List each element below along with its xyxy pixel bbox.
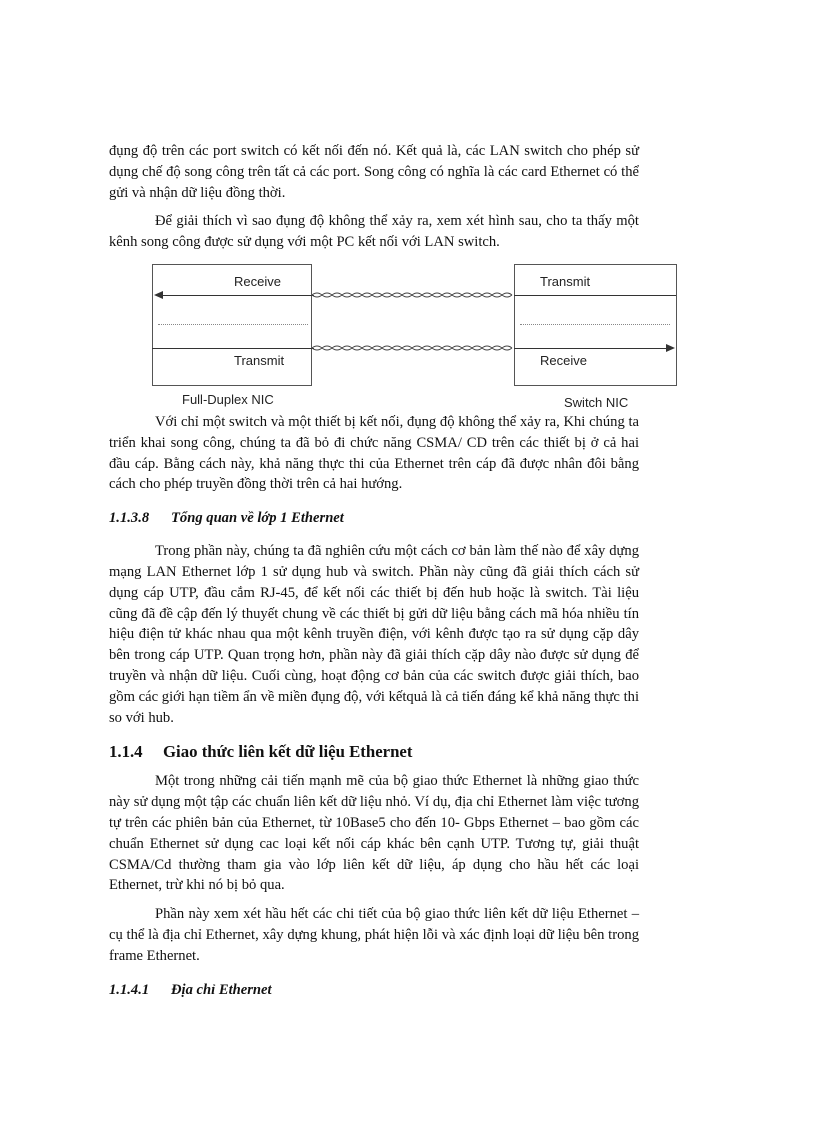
transmit-line-right [514, 295, 676, 296]
bottom-twisted-pair [312, 344, 517, 352]
receive-line-right [514, 348, 667, 349]
paragraph-datalink-details: Phần này xem xét hầu hết các chi tiết của bộ giao thức liên kết dữ liệu Ethernet – cụ thể là địa chỉ Ethernet, xây dựng khung, phát hiện lỗi và xác định loại dữ liệu bên trong frame Ethernet. [109, 906, 639, 964]
heading-1-1-4-1 [109, 980, 639, 1000]
caption-switch-nic: Switch NIC [564, 394, 629, 410]
paragraph-collision-intro: đụng độ trên các port switch có kết nối đến nó. Kết quả là, các LAN switch cho phép sử dụng chế độ song công trên tất cả các port. Song công có nghĩa là các card Ethernet có thể gửi và nhận dữ liệu đồng thời. [109, 143, 639, 201]
label-right-receive: Receive [540, 352, 587, 368]
heading-title: Tổng quan về lớp 1 Ethernet [171, 510, 344, 527]
label-left-transmit: Transmit [234, 352, 285, 368]
caption-full-duplex-nic: Full-Duplex NIC [182, 391, 274, 407]
label-left-receive: Receive [234, 273, 281, 289]
heading-1-1-4 [109, 741, 639, 763]
paragraph-full-duplex-explained: Với chỉ một switch và một thiết bị kết nối, đụng độ không thể xảy ra, Khi chúng ta triển khai song công, chúng ta đã bỏ đi chức năng CSMA/ CD trên các thiết bị ở cả hai đầu cáp. Bằng cách này, khả năng thực thi của Ethernet trên cáp đã được nhân đôi bằng cách cho phép truyền đồng thời trên cả hai hướng. [109, 413, 639, 493]
receive-arrow-icon [154, 291, 163, 299]
right-separator [520, 324, 670, 325]
full-duplex-figure [152, 264, 684, 412]
switch-nic-box [514, 264, 677, 386]
heading-number: 1.1.4.1 [109, 981, 150, 998]
paragraph-datalink-intro: Một trong những cải tiến mạnh mẽ của bộ giao thức Ethernet là những giao thức này sử dụng một tập các chuẩn liên kết dữ liệu nhỏ. Ví dụ, địa chỉ Ethernet làm việc tương tự trên các phiên bản của Ethernet, từ 10Base5 cho đến 10- Gbps Ethernet – bao gồm các chuẩn Ethernet sử dụng cac loại kết nối cáp khác bên cạnh UTP. Tương tự, giải thuật CSMA/Cd thường tham gia vào lớp liên kết dữ liệu, áp dụng cho hầu hết các loại Ethernet, trừ khi nó bị bỏ qua. [109, 773, 639, 894]
label-right-transmit: Transmit [540, 273, 591, 289]
top-twisted-pair [312, 291, 517, 299]
full-duplex-nic-box [152, 264, 312, 386]
left-separator [158, 324, 308, 325]
heading-title: Địa chỉ Ethernet [171, 981, 272, 998]
heading-number: 1.1.3.8 [109, 510, 150, 527]
heading-title: Giao thức liên kết dữ liệu Ethernet [163, 742, 413, 762]
receive-line-left [161, 295, 314, 296]
receive-arrow-right-icon [666, 344, 675, 352]
transmit-line-left [152, 348, 314, 349]
paragraph-layer1-overview: Trong phần này, chúng ta đã nghiên cứu một cách cơ bản làm thế nào để xây dựng mạng LAN Ethernet lớp 1 sử dụng hub và switch. Phần này cũng đã giải thích cách sử dụng cáp UTP, đầu cắm RJ-45, để kết nối các thiết bị đến hub hoặc là switch. Tài liệu cũng đã đề cập đến lý thuyết chung về các thiết bị gửi dữ liệu bằng cách mã hóa nhiều tín hiệu điện tử khác nhau qua một kênh truyền điện, với kênh được tạo ra sử dụng cặp dây bên trong cáp UTP. Quan trọng hơn, phần này đã giải thích cặp dây nào được sử dụng để truyền và nhận dữ liệu. Cuối cùng, hoạt động cơ bản của các switch được giải thích, bao gồm các giới hạn tiềm ẩn về miền đụng độ, với kếtquả là cả tiến đáng kể khả năng thực thi so với hub. [109, 543, 639, 726]
heading-1-1-3-8 [109, 508, 639, 528]
heading-number: 1.1.4 [109, 742, 143, 762]
document-page [109, 141, 639, 1000]
paragraph-figure-intro: Để giải thích vì sao đụng độ không thể xảy ra, xem xét hình sau, cho ta thấy một kênh song công được sử dụng với một PC kết nối với LAN switch. [109, 213, 639, 251]
